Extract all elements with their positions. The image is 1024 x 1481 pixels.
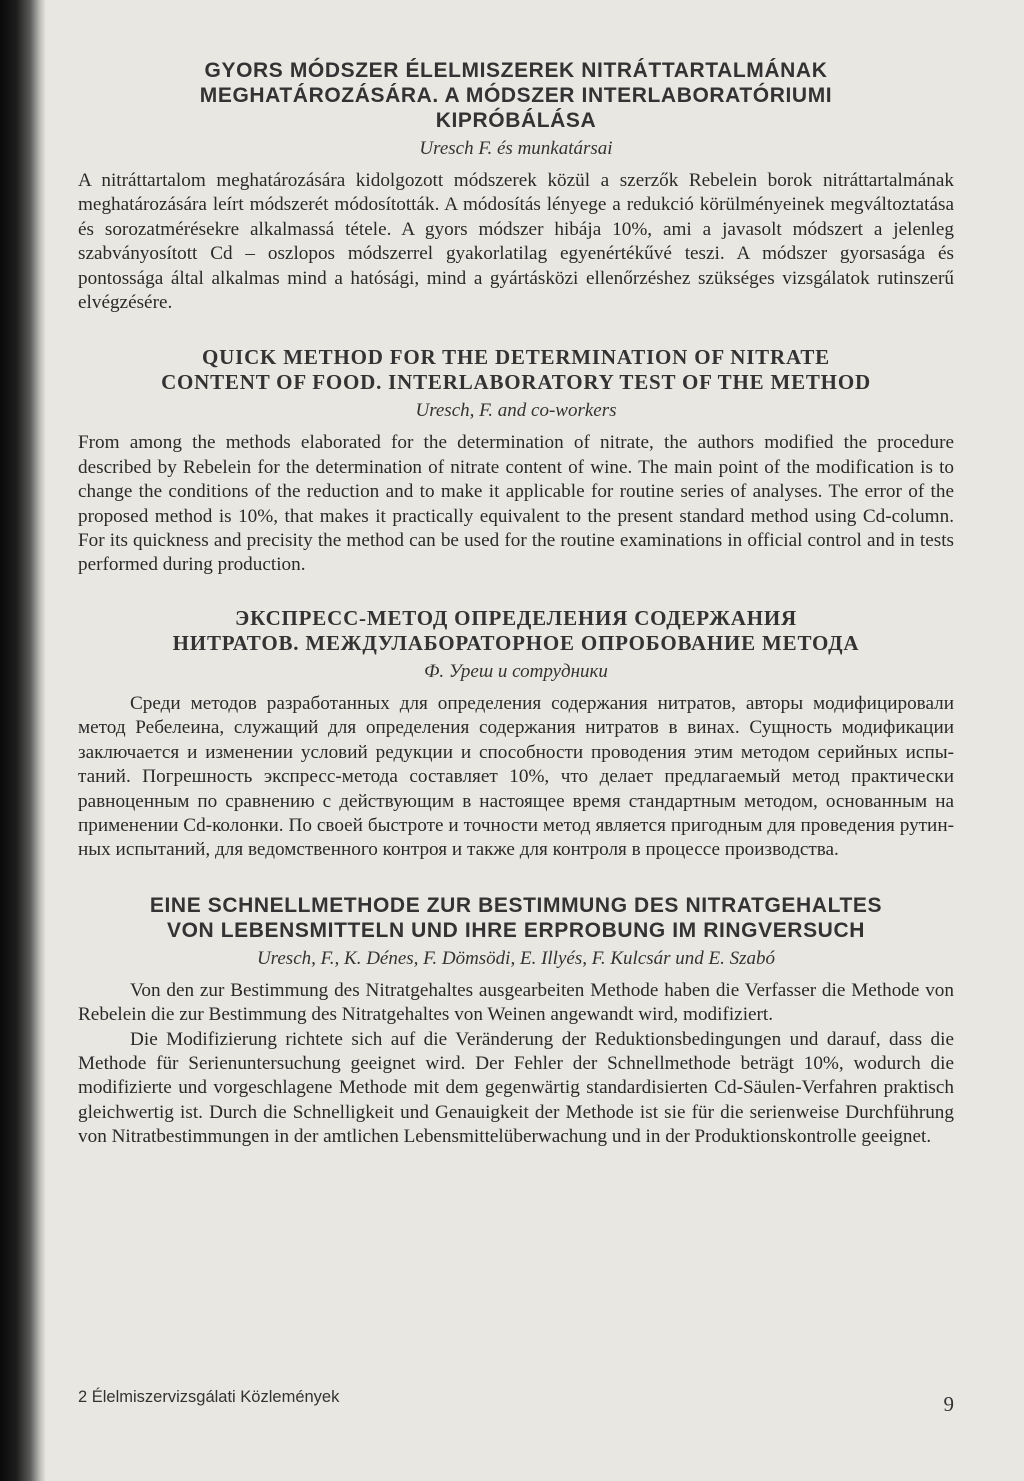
section-german — [78, 893, 954, 1150]
en-title-line2: CONTENT OF FOOD. INTERLABORATORY TEST OF THE METHOD — [161, 370, 871, 395]
section-russian — [78, 606, 954, 863]
hu-title — [78, 58, 954, 133]
section-hungarian — [78, 58, 954, 315]
de-title — [78, 893, 954, 943]
de-authors: Uresch, F., K. Dénes, F. Dömsödi, E. Illyés, F. Kulcsár und E. Szabó — [256, 947, 776, 969]
hu-title-line3: KIPRÓBÁLÁSA — [435, 109, 597, 132]
en-title — [78, 345, 954, 395]
page-body — [78, 58, 954, 1150]
footnote: 2 Élelmiszervizsgálati Közlemények — [78, 1388, 340, 1406]
en-title-line1: QUICK METHOD FOR THE DETERMINATION OF NITRATE — [202, 345, 830, 370]
en-authors: Uresch, F. and co-workers — [415, 400, 617, 422]
ru-abstract: Среди методов разработанных для определения содержания нитратов, авторы модифицировали метод Ребелеина, служащий для определения содержания нитратов в винах. Сущность модификации заключается и изменении условий редукции и способности проводения этим методом серийных испытаний. Погрешность экспресс-метода составляет 10%, что делает предлагаемый метод практически равноценным по сравнению с действующим в настоящее время стандартным методом, основанным на применении Cd-колонки. По своей быстроте и точности метод является пригодным для проведения рутинных испытаний, для ведомственного контроя и также для контроля в процессе производства. — [78, 692, 954, 861]
de-title-line1: EINE SCHNELLMETHODE ZUR BESTIMMUNG DES NITRATGEHALTES — [149, 893, 883, 917]
page-number: 9 — [943, 1392, 954, 1416]
ru-title-line2: НИТРАТОВ. МЕЖДУЛАБОРАТОРНОЕ ОПРОБОВАНИЕ МЕТОДА — [172, 630, 860, 655]
ru-authors: Ф. Уреш и сотрудники — [424, 660, 608, 682]
hu-abstract: A nitráttartalom meghatározására kidolgozott módszerek közül a szerzők Rebelein borok nitráttartalmának meghatározására leírt módszerét módosították. A módosítás lényege a redukció körülményeinek megváltoztatása és sorozatmérésekre alkalmassá tétele. A gyors módszer hibája 10%, ami a javasolt módszert a jelenleg szabványosított Cd – oszlopos módszerrel gyakorlatilag egyenértékűvé teszi. A módszer gyorsasága és pontossága által alkalmas mind a hatósági, mind a gyártásközi ellenőrzéshez szükséges vizsgálatok rutinszerű elvégzésére. — [78, 170, 954, 314]
hu-title-line1: GYORS MÓDSZER ÉLELMISZEREK NITRÁTTARTALMÁNAK — [204, 59, 828, 82]
hu-title-line2: MEGHATÁROZÁSÁRA. A MÓDSZER INTERLABORATÓRIUMI — [199, 84, 833, 107]
de-abstract-para1: Von den zur Bestimmung des Nitratgehaltes ausgearbeiten Methode haben die Verfasser die Methode von Rebelein die zur Bestimmung des Nitratgehaltes von Weinen angewandt wird, modifiziert. — [78, 979, 954, 1026]
binding-shadow — [0, 0, 46, 1481]
de-title-line2: VON LEBENSMITTELN UND IHRE ERPROBUNG IM RINGVERSUCH — [167, 918, 865, 942]
en-abstract: From among the methods elaborated for the determination of nitrate, the authors modified the procedure described by Rebelein for the determination of nitrate content of wine. The main point of the modification is to change the conditions of the reduction and to make it applicable for routine series of analyses. The error of the proposed method is 10%, that makes it practically equivalent to the present standard method using Cd-column. For its quickness and precisity the method can be used for the routine examinations in official control and in tests performed during production. — [78, 432, 954, 576]
section-english — [78, 345, 954, 577]
hu-authors: Uresch F. és munkatársai — [419, 138, 613, 159]
ru-title-line1: ЭКСПРЕСС-МЕТОД ОПРЕДЕЛЕНИЯ СОДЕРЖАНИЯ — [235, 605, 797, 630]
de-abstract-para2: Die Modifizierung richtete sich auf die Veränderung der Reduktionsbedingungen und darauf, dass die Methode für Serienuntersuchung geeignet wird. Der Fehler der Schnellmethode beträgt 10%, wodurch die modifizierte und vorgeschlagene Methode mit dem gegenwärtig standardisierten Cd-Säulen-Verfahren praktisch gleichwertig ist. Durch die Schnelligkeit und Genauigkeit der Methode ist sie für die serienweise Durchführung von Nitratbestimmungen in der amtlichen Lebensmittelüberwachung und in der Produktionskontrolle geeignet. — [78, 1028, 954, 1148]
ru-title — [78, 606, 954, 656]
